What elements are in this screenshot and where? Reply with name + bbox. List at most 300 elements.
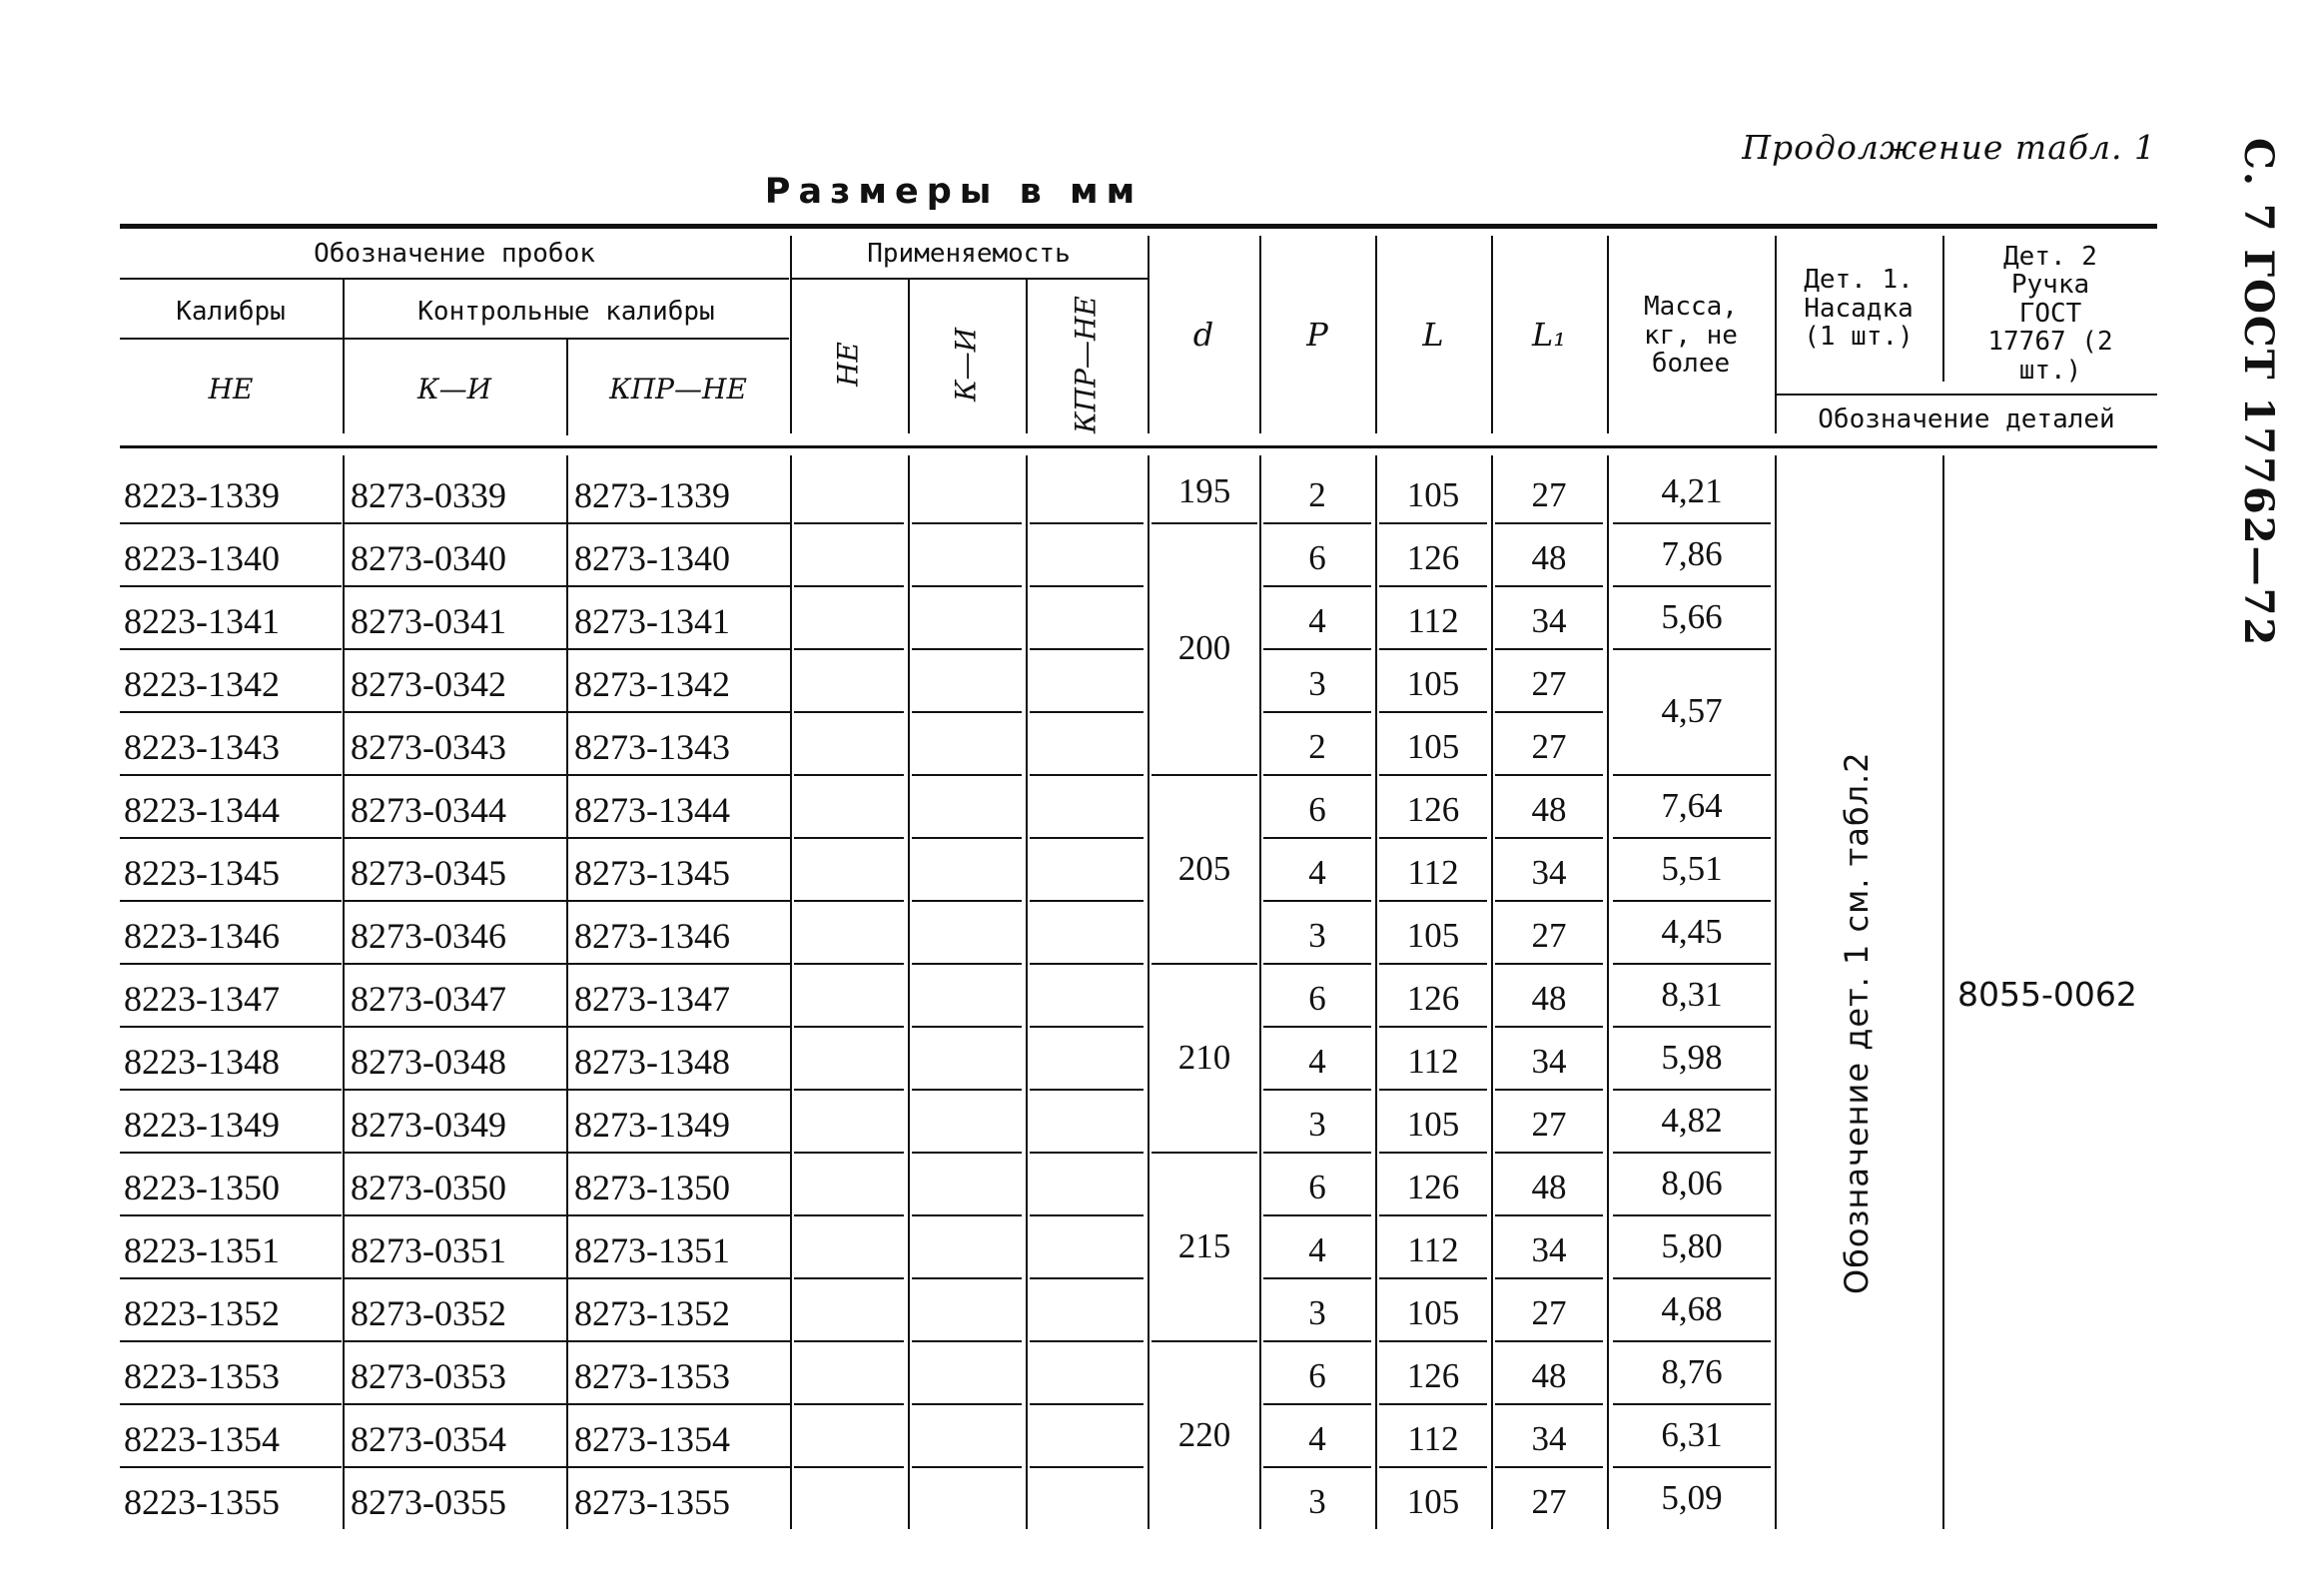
- mass-group-rule: [1613, 648, 1771, 650]
- header-col-rule: [566, 340, 568, 435]
- l1-cell: 27: [1531, 664, 1567, 703]
- header-rule-subgroup: [120, 338, 789, 340]
- control-kpr-ne-cell: 8273-1352: [574, 1293, 730, 1333]
- mass-cell: 5,80: [1661, 1225, 1723, 1265]
- row-rule: [912, 837, 1022, 839]
- row-rule: [1030, 1026, 1144, 1028]
- l-cell: 112: [1407, 853, 1459, 892]
- row-rule: [912, 1214, 1022, 1216]
- control-ki-cell: 8273-0343: [351, 727, 506, 767]
- header-designation-group: Обозначение пробок: [314, 238, 595, 269]
- control-kpr-ne-cell: 8273-1354: [574, 1419, 730, 1459]
- row-rule: [568, 585, 790, 587]
- l1-cell: 34: [1531, 1419, 1567, 1458]
- gauge-ne-cell: 8223-1349: [124, 1105, 280, 1145]
- l-cell: 126: [1406, 979, 1460, 1018]
- row-rule: [120, 837, 342, 839]
- mass-group-rule: [1613, 963, 1771, 965]
- row-rule: [912, 900, 1022, 902]
- l1-cell: 48: [1531, 979, 1567, 1018]
- p-cell: 3: [1308, 1293, 1326, 1332]
- row-rule: [1495, 774, 1603, 776]
- header-col-rule: [1148, 236, 1150, 433]
- row-rule: [794, 1026, 904, 1028]
- mass-group-rule: [1613, 774, 1771, 776]
- row-rule: [794, 711, 904, 713]
- header-app-ki: К—И: [949, 327, 983, 402]
- mass-group-rule: [1613, 1214, 1771, 1216]
- body-col-rule: [1775, 455, 1777, 1529]
- control-ki-cell: 8273-0354: [351, 1419, 506, 1459]
- control-kpr-ne-cell: 8273-1343: [574, 727, 730, 767]
- header-col-rule: [1942, 236, 1944, 382]
- body-col-rule: [343, 455, 345, 1529]
- control-kpr-ne-cell: 8273-1341: [574, 601, 730, 641]
- l1-cell: 48: [1531, 1356, 1567, 1395]
- l-cell: 126: [1406, 538, 1460, 577]
- mass-cell: 4,21: [1661, 470, 1723, 510]
- l-cell: 112: [1407, 1230, 1459, 1269]
- header-rule-parts: [1776, 394, 2157, 396]
- control-ki-cell: 8273-0351: [351, 1230, 506, 1270]
- row-rule: [120, 963, 342, 965]
- header-col-rule: [343, 280, 345, 433]
- table-top-rule: [120, 224, 2157, 229]
- gauge-ne-cell: 8223-1346: [124, 916, 280, 956]
- row-rule: [345, 1026, 566, 1028]
- l-cell: 105: [1406, 916, 1460, 955]
- mass-cell: 4,68: [1661, 1288, 1723, 1328]
- gauge-ne-cell: 8223-1355: [124, 1482, 280, 1522]
- row-rule: [1030, 1466, 1144, 1468]
- control-ki-cell: 8273-0348: [351, 1042, 506, 1082]
- row-rule: [1263, 1466, 1371, 1468]
- mass-cell: 6,31: [1661, 1414, 1723, 1454]
- mass-group-rule: [1613, 1277, 1771, 1279]
- det2-value: 8055-0062: [1957, 975, 2137, 1014]
- row-rule: [345, 963, 566, 965]
- body-col-rule: [566, 455, 568, 1529]
- header-col-rule: [1607, 236, 1609, 433]
- control-kpr-ne-cell: 8273-1350: [574, 1168, 730, 1207]
- l1-cell: 34: [1531, 601, 1567, 640]
- body-col-rule: [1148, 455, 1150, 1529]
- dimensions-table: [120, 224, 2157, 1552]
- row-rule: [1495, 1152, 1603, 1154]
- row-rule: [912, 963, 1022, 965]
- header-col-rule: [1775, 236, 1777, 433]
- row-rule: [1263, 1403, 1371, 1405]
- control-ki-cell: 8273-0345: [351, 853, 506, 893]
- row-rule: [568, 1152, 790, 1154]
- units-caption: Размеры в мм: [764, 172, 1144, 212]
- mass-cell: 5,51: [1661, 848, 1723, 888]
- control-ki-cell: 8273-0346: [351, 916, 506, 956]
- header-l: L: [1422, 316, 1444, 355]
- p-cell: 6: [1308, 1356, 1326, 1395]
- gauge-ne-cell: 8223-1353: [124, 1356, 280, 1396]
- header-ki: К—И: [416, 372, 492, 405]
- header-app-kpr-ne: КПР—НЕ: [1069, 296, 1103, 433]
- row-rule: [912, 1089, 1022, 1091]
- gauge-ne-cell: 8223-1342: [124, 664, 280, 704]
- header-d: d: [1192, 316, 1214, 355]
- mass-cell: 4,82: [1661, 1100, 1723, 1140]
- continuation-label: Продолжение табл. 1: [1742, 128, 2156, 167]
- row-rule: [1263, 1089, 1371, 1091]
- d-cell: 215: [1177, 1225, 1231, 1265]
- l-cell: 126: [1406, 1168, 1460, 1206]
- d-cell: 200: [1177, 628, 1231, 667]
- row-rule: [1495, 522, 1603, 524]
- row-rule: [1495, 837, 1603, 839]
- d-group-rule: [1152, 1152, 1257, 1154]
- d-cell: 210: [1177, 1037, 1231, 1077]
- row-rule: [912, 1026, 1022, 1028]
- row-rule: [1263, 1026, 1371, 1028]
- row-rule: [1263, 1340, 1371, 1342]
- row-rule: [568, 711, 790, 713]
- header-rule-group: [120, 278, 789, 280]
- body-col-rule: [1026, 455, 1028, 1529]
- row-rule: [1495, 1026, 1603, 1028]
- row-rule: [1495, 963, 1603, 965]
- row-rule: [120, 1466, 342, 1468]
- row-rule: [912, 774, 1022, 776]
- header-parts-designation: Обозначение деталей: [1818, 403, 2115, 434]
- row-rule: [1263, 900, 1371, 902]
- header-col-rule: [1026, 280, 1028, 433]
- mass-group-rule: [1613, 837, 1771, 839]
- header-col-rule: [1491, 236, 1493, 433]
- header-rule-applicability: [791, 278, 1149, 280]
- d-group-rule: [1152, 1340, 1257, 1342]
- header-col-rule: [1259, 236, 1261, 433]
- row-rule: [1495, 1403, 1603, 1405]
- mass-cell: 8,76: [1661, 1351, 1723, 1391]
- mass-group-rule: [1613, 1152, 1771, 1154]
- row-rule: [794, 585, 904, 587]
- row-rule: [1379, 1277, 1487, 1279]
- row-rule: [794, 648, 904, 650]
- row-rule: [1263, 648, 1371, 650]
- row-rule: [1030, 963, 1144, 965]
- row-rule: [345, 1089, 566, 1091]
- l1-cell: 34: [1531, 1230, 1567, 1269]
- row-rule: [1379, 1089, 1487, 1091]
- l-cell: 105: [1406, 664, 1460, 703]
- header-det2: Дет. 2 Ручка ГОСТ 17767 (2 шт.): [1987, 241, 2113, 386]
- control-ki-cell: 8273-0350: [351, 1168, 506, 1207]
- row-rule: [1379, 1214, 1487, 1216]
- row-rule: [1263, 585, 1371, 587]
- row-rule: [794, 774, 904, 776]
- row-rule: [794, 837, 904, 839]
- row-rule: [1495, 1214, 1603, 1216]
- p-cell: 4: [1308, 1230, 1326, 1269]
- row-rule: [345, 585, 566, 587]
- control-ki-cell: 8273-0352: [351, 1293, 506, 1333]
- row-rule: [568, 522, 790, 524]
- header-col-rule: [908, 280, 910, 433]
- p-cell: 3: [1308, 1105, 1326, 1144]
- row-rule: [1263, 1214, 1371, 1216]
- row-rule: [1495, 711, 1603, 713]
- control-ki-cell: 8273-0344: [351, 790, 506, 830]
- l1-cell: 27: [1531, 475, 1567, 514]
- row-rule: [794, 1089, 904, 1091]
- header-control-gauges: Контрольные калибры: [417, 296, 715, 327]
- gauge-ne-cell: 8223-1339: [124, 475, 280, 515]
- l-cell: 105: [1406, 727, 1460, 766]
- body-col-rule: [790, 455, 792, 1529]
- row-rule: [568, 774, 790, 776]
- row-rule: [794, 1277, 904, 1279]
- row-rule: [1263, 774, 1371, 776]
- row-rule: [794, 963, 904, 965]
- row-rule: [345, 900, 566, 902]
- row-rule: [120, 522, 342, 524]
- row-rule: [120, 1089, 342, 1091]
- l1-cell: 27: [1531, 1482, 1567, 1521]
- mass-cell: 5,66: [1661, 596, 1723, 636]
- gauge-ne-cell: 8223-1351: [124, 1230, 280, 1270]
- mass-group-rule: [1613, 900, 1771, 902]
- row-rule: [1379, 522, 1487, 524]
- row-rule: [568, 1089, 790, 1091]
- row-rule: [794, 1466, 904, 1468]
- row-rule: [912, 1466, 1022, 1468]
- row-rule: [794, 1340, 904, 1342]
- row-rule: [120, 648, 342, 650]
- row-rule: [120, 900, 342, 902]
- header-kpr-ne: КПР—НЕ: [609, 372, 747, 405]
- row-rule: [1495, 1466, 1603, 1468]
- control-ki-cell: 8273-0339: [351, 475, 506, 515]
- p-cell: 4: [1308, 1419, 1326, 1458]
- row-rule: [345, 1214, 566, 1216]
- mass-cell: 4,57: [1661, 691, 1723, 730]
- mass-cell: 5,09: [1661, 1477, 1723, 1517]
- row-rule: [120, 585, 342, 587]
- row-rule: [345, 837, 566, 839]
- d-group-rule: [1152, 774, 1257, 776]
- p-cell: 6: [1308, 538, 1326, 577]
- l-cell: 112: [1407, 1042, 1459, 1081]
- l-cell: 112: [1407, 1419, 1459, 1458]
- header-col-rule: [1375, 236, 1377, 433]
- l1-cell: 48: [1531, 790, 1567, 829]
- row-rule: [1379, 1026, 1487, 1028]
- det1-note: Обозначение дет. 1 см. табл.2: [1838, 751, 1876, 1294]
- row-rule: [1030, 585, 1144, 587]
- row-rule: [1263, 837, 1371, 839]
- control-ki-cell: 8273-0342: [351, 664, 506, 704]
- row-rule: [794, 1214, 904, 1216]
- header-col-rule: [790, 236, 792, 433]
- row-rule: [120, 711, 342, 713]
- control-kpr-ne-cell: 8273-1339: [574, 475, 730, 515]
- mass-cell: 7,86: [1661, 533, 1723, 573]
- row-rule: [794, 900, 904, 902]
- p-cell: 2: [1308, 475, 1326, 514]
- p-cell: 6: [1308, 979, 1326, 1018]
- control-kpr-ne-cell: 8273-1348: [574, 1042, 730, 1082]
- mass-cell: 7,64: [1661, 785, 1723, 825]
- row-rule: [1030, 648, 1144, 650]
- row-rule: [912, 522, 1022, 524]
- row-rule: [120, 774, 342, 776]
- row-rule: [912, 585, 1022, 587]
- l-cell: 112: [1407, 601, 1459, 640]
- p-cell: 4: [1308, 601, 1326, 640]
- l-cell: 126: [1406, 790, 1460, 829]
- header-gauges: Калибры: [176, 296, 286, 327]
- row-rule: [912, 1277, 1022, 1279]
- row-rule: [1379, 963, 1487, 965]
- control-kpr-ne-cell: 8273-1349: [574, 1105, 730, 1145]
- mass-cell: 5,98: [1661, 1037, 1723, 1077]
- row-rule: [1030, 711, 1144, 713]
- header-applicability: Применяемость: [867, 238, 1071, 269]
- row-rule: [568, 963, 790, 965]
- control-kpr-ne-cell: 8273-1342: [574, 664, 730, 704]
- p-cell: 6: [1308, 790, 1326, 829]
- gauge-ne-cell: 8223-1348: [124, 1042, 280, 1082]
- row-rule: [1379, 585, 1487, 587]
- row-rule: [345, 1466, 566, 1468]
- mass-group-rule: [1613, 1026, 1771, 1028]
- row-rule: [345, 522, 566, 524]
- row-rule: [568, 1466, 790, 1468]
- l1-cell: 34: [1531, 853, 1567, 892]
- row-rule: [1030, 1152, 1144, 1154]
- row-rule: [120, 1277, 342, 1279]
- d-group-rule: [1152, 522, 1257, 524]
- gauge-ne-cell: 8223-1347: [124, 979, 280, 1019]
- control-kpr-ne-cell: 8273-1353: [574, 1356, 730, 1396]
- row-rule: [1379, 774, 1487, 776]
- control-kpr-ne-cell: 8273-1347: [574, 979, 730, 1019]
- row-rule: [1030, 1403, 1144, 1405]
- row-rule: [568, 648, 790, 650]
- row-rule: [912, 711, 1022, 713]
- row-rule: [120, 1152, 342, 1154]
- row-rule: [120, 1214, 342, 1216]
- control-kpr-ne-cell: 8273-1351: [574, 1230, 730, 1270]
- mass-cell: 4,45: [1661, 911, 1723, 951]
- gauge-ne-cell: 8223-1341: [124, 601, 280, 641]
- row-rule: [1030, 522, 1144, 524]
- l1-cell: 48: [1531, 1168, 1567, 1206]
- row-rule: [794, 1152, 904, 1154]
- gauge-ne-cell: 8223-1345: [124, 853, 280, 893]
- p-cell: 3: [1308, 1482, 1326, 1521]
- l1-cell: 48: [1531, 538, 1567, 577]
- header-app-ne: НЕ: [831, 342, 865, 388]
- l1-cell: 27: [1531, 1105, 1567, 1144]
- row-rule: [568, 900, 790, 902]
- row-rule: [568, 1340, 790, 1342]
- mass-cell: 8,31: [1661, 974, 1723, 1014]
- l1-cell: 34: [1531, 1042, 1567, 1081]
- p-cell: 3: [1308, 916, 1326, 955]
- body-col-rule: [908, 455, 910, 1529]
- control-ki-cell: 8273-0355: [351, 1482, 506, 1522]
- header-l1: L₁: [1531, 316, 1567, 355]
- row-rule: [345, 1340, 566, 1342]
- row-rule: [912, 648, 1022, 650]
- row-rule: [1495, 648, 1603, 650]
- row-rule: [1379, 711, 1487, 713]
- d-cell: 220: [1177, 1414, 1231, 1454]
- row-rule: [568, 1214, 790, 1216]
- l-cell: 105: [1406, 1105, 1460, 1144]
- row-rule: [912, 1403, 1022, 1405]
- row-rule: [120, 1403, 342, 1405]
- row-rule: [568, 837, 790, 839]
- row-rule: [120, 1026, 342, 1028]
- control-kpr-ne-cell: 8273-1345: [574, 853, 730, 893]
- row-rule: [568, 1026, 790, 1028]
- header-mass: Масса, кг, не более: [1644, 292, 1738, 380]
- row-rule: [1495, 585, 1603, 587]
- row-rule: [345, 1403, 566, 1405]
- p-cell: 4: [1308, 1042, 1326, 1081]
- control-kpr-ne-cell: 8273-1355: [574, 1482, 730, 1522]
- row-rule: [1030, 837, 1144, 839]
- header-bottom-rule: [120, 445, 2157, 448]
- control-ki-cell: 8273-0347: [351, 979, 506, 1019]
- row-rule: [345, 1277, 566, 1279]
- mass-group-rule: [1613, 1403, 1771, 1405]
- row-rule: [1263, 711, 1371, 713]
- row-rule: [1030, 1214, 1144, 1216]
- d-group-rule: [1152, 963, 1257, 965]
- row-rule: [1030, 1340, 1144, 1342]
- row-rule: [794, 522, 904, 524]
- gauge-ne-cell: 8223-1340: [124, 538, 280, 578]
- row-rule: [1379, 837, 1487, 839]
- row-rule: [1030, 1089, 1144, 1091]
- mass-group-rule: [1613, 1089, 1771, 1091]
- p-cell: 3: [1308, 664, 1326, 703]
- row-rule: [1379, 900, 1487, 902]
- row-rule: [1495, 1089, 1603, 1091]
- l1-cell: 27: [1531, 727, 1567, 766]
- control-ki-cell: 8273-0341: [351, 601, 506, 641]
- header-ne: НЕ: [208, 372, 254, 405]
- side-page-header: С. 7 ГОСТ 17762—72: [2235, 138, 2282, 648]
- row-rule: [794, 1403, 904, 1405]
- l-cell: 126: [1406, 1356, 1460, 1395]
- control-ki-cell: 8273-0340: [351, 538, 506, 578]
- row-rule: [1379, 1466, 1487, 1468]
- row-rule: [1379, 1403, 1487, 1405]
- row-rule: [1495, 900, 1603, 902]
- control-kpr-ne-cell: 8273-1344: [574, 790, 730, 830]
- p-cell: 4: [1308, 853, 1326, 892]
- mass-group-rule: [1613, 585, 1771, 587]
- row-rule: [120, 1340, 342, 1342]
- mass-group-rule: [1613, 1340, 1771, 1342]
- p-cell: 6: [1308, 1168, 1326, 1206]
- d-cell: 195: [1177, 470, 1231, 510]
- d-cell: 205: [1177, 848, 1231, 888]
- row-rule: [1379, 1152, 1487, 1154]
- body-col-rule: [1942, 455, 1944, 1529]
- row-rule: [912, 1340, 1022, 1342]
